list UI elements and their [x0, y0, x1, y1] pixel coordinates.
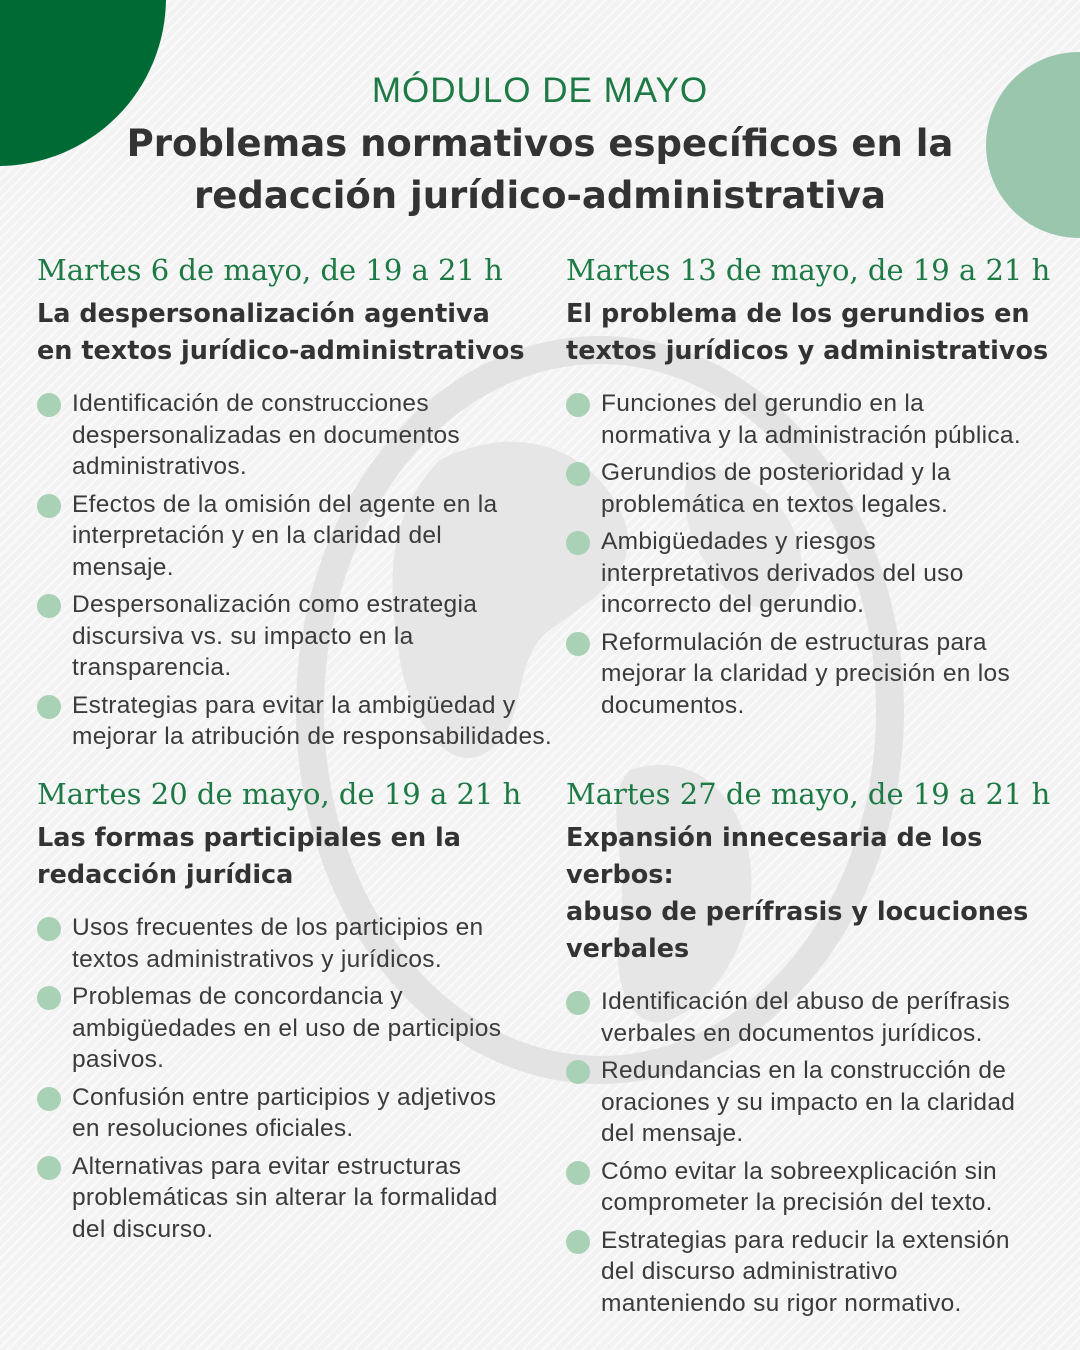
bullet-dot-icon	[37, 594, 61, 618]
session-title: La despersonalización agentiva en textos jurídico-administrativos	[37, 299, 525, 366]
session-date: Martes 20 de mayo, de 19 a 21 h	[37, 777, 522, 811]
bullet-text: Problemas de concordancia y ambigüedades en el uso de participios pasivos.	[72, 983, 502, 1073]
bullet-text: Ambigüedades y riesgos interpretativos derivados del uso incorrecto del gerundio.	[601, 528, 964, 618]
bullet-text: Confusión entre participios y adjetivos en resoluciones oficiales.	[72, 1083, 497, 1142]
session-title: Expansión innecesaria de los verbos: abuso de perífrasis y locuciones verbales	[566, 823, 1029, 964]
bullet-item	[37, 1151, 567, 1246]
bullet-item	[37, 912, 567, 975]
bullet-item	[566, 1225, 1080, 1320]
bullet-dot-icon	[37, 986, 61, 1010]
session-4	[566, 774, 1080, 1325]
bullet-dot-icon	[566, 632, 590, 656]
session-date: Martes 6 de mayo, de 19 a 21 h	[37, 253, 503, 287]
bullet-dot-icon	[566, 393, 590, 417]
bullet-dot-icon	[566, 462, 590, 486]
bullet-item	[566, 457, 1080, 520]
session-bullet-list	[37, 388, 567, 753]
bullet-text: Redundancias en la construcción de oraciones y su impacto en la claridad del mensaje.	[601, 1057, 1016, 1147]
bullet-text: Funciones del gerundio en la normativa y la administración pública.	[601, 390, 1021, 449]
bullet-dot-icon	[566, 1161, 590, 1185]
module-kicker: MÓDULO DE MAYO	[371, 71, 709, 110]
bullet-text: Efectos de la omisión del agente en la interpretación y en la claridad del mensaje.	[72, 490, 498, 581]
bullet-dot-icon	[37, 695, 61, 719]
bullet-item	[566, 627, 1080, 722]
session-1	[37, 250, 567, 759]
header	[0, 70, 1080, 222]
bullet-item	[566, 388, 1080, 451]
page-title	[0, 118, 1080, 222]
bullet-dot-icon	[37, 1087, 61, 1111]
bullet-item	[37, 981, 567, 1076]
bullet-dot-icon	[566, 531, 590, 555]
bullet-text: Despersonalización como estrategia discursiva vs. su impacto en la transparencia.	[72, 591, 478, 681]
bullet-text: Estrategias para reducir la extensión del discurso administrativo manteniendo su rigor normativo.	[601, 1226, 1010, 1317]
bullet-dot-icon	[37, 393, 61, 417]
bullet-text: Estrategias para evitar la ambigüedad y mejorar la atribución de responsabilidades.	[72, 691, 553, 750]
session-date: Martes 13 de mayo, de 19 a 21 h	[566, 253, 1051, 287]
session-bullet-list	[566, 986, 1080, 1319]
bullet-text: Usos frecuentes de los participios en textos administrativos y jurídicos.	[72, 914, 484, 973]
session-title: Las formas participiales en la redacción jurídica	[37, 823, 461, 890]
bullet-text: Identificación de construcciones despersonalizadas en documentos administrativos.	[72, 390, 460, 480]
bullet-dot-icon	[37, 1156, 61, 1180]
session-bullet-list	[566, 388, 1080, 721]
bullet-text: Reformulación de estructuras para mejorar la claridad y precisión en los documentos.	[601, 628, 1011, 719]
bullet-item	[37, 489, 567, 584]
bullet-dot-icon	[566, 991, 590, 1015]
session-title: El problema de los gerundios en textos jurídicos y administrativos	[566, 299, 1049, 366]
bullet-text: Gerundios de posterioridad y la problemática en textos legales.	[601, 459, 951, 518]
bullet-dot-icon	[37, 917, 61, 941]
bullet-text: Cómo evitar la sobreexplicación sin comprometer la precisión del texto.	[601, 1157, 997, 1216]
page-title-text: Problemas normativos específicos en la redacción jurídico-administrativa	[126, 122, 954, 217]
bullet-item	[37, 388, 567, 483]
session-2	[566, 250, 1080, 727]
bullet-item	[566, 1055, 1080, 1150]
bullet-text: Alternativas para evitar estructuras problemáticas sin alterar la formalidad del discurso.	[72, 1152, 498, 1243]
bullet-dot-icon	[566, 1230, 590, 1254]
session-date: Martes 27 de mayo, de 19 a 21 h	[566, 777, 1051, 811]
bullet-item	[37, 690, 567, 753]
bullet-item	[566, 986, 1080, 1049]
session-bullet-list	[37, 912, 567, 1245]
bullet-item	[37, 1082, 567, 1145]
bullet-item	[37, 589, 567, 684]
session-3	[37, 774, 567, 1251]
bullet-dot-icon	[566, 1060, 590, 1084]
bullet-dot-icon	[37, 494, 61, 518]
bullet-item	[566, 526, 1080, 621]
bullet-text: Identificación del abuso de perífrasis verbales en documentos jurídicos.	[601, 988, 1011, 1047]
bullet-item	[566, 1156, 1080, 1219]
